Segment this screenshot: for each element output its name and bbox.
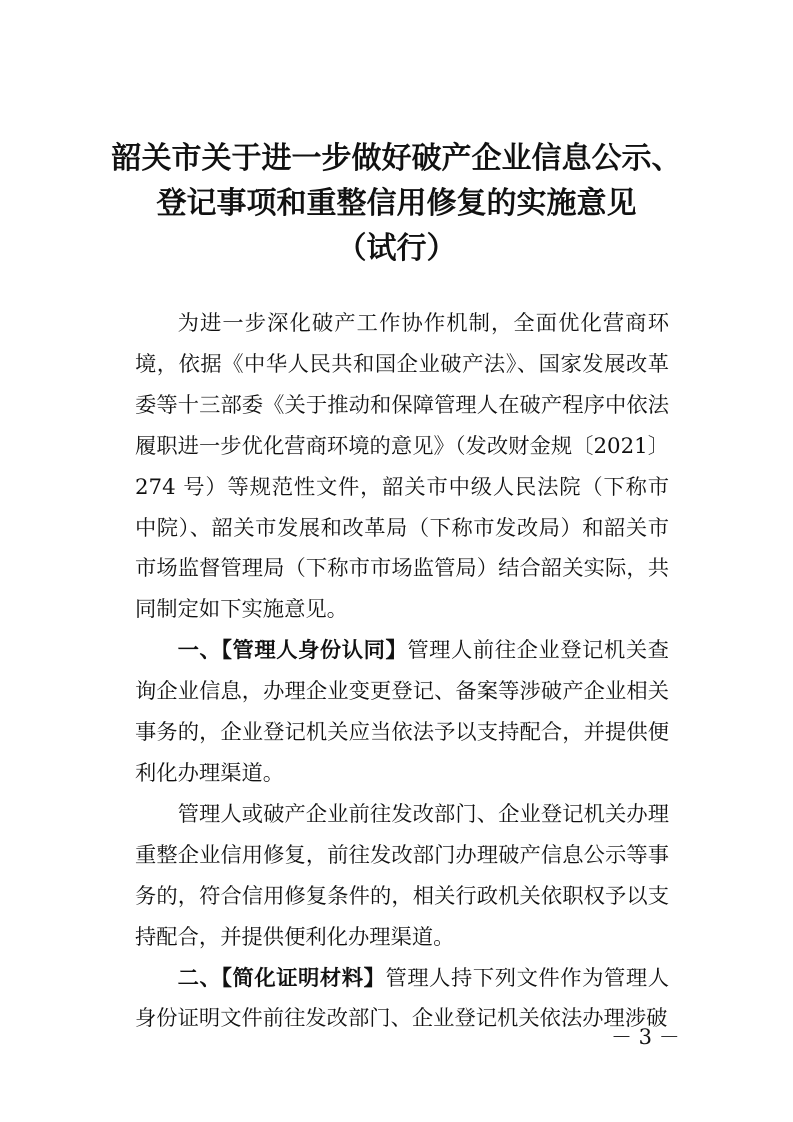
section-heading-simplify: 二、【简化证明材料】	[177, 965, 386, 991]
paragraph-intro: 为进一步深化破产工作协作机制，全面优化营商环境，依据《中华人民共和国企业破产法》、国家发展改革委等十三部委《关于推动和保障管理人在破产程序中依法履职进一步优化营商环境的意见》（发改财金规〔2021〕274 号）等规范性文件，韶关市中级人民法院（下称市中院）、韶关市发展和改革局（下称市发改局）和韶关市市场监督管理局（下称市市场监管局）结合韶关实际，共同制定如下实施意见。	[135, 311, 669, 623]
paragraph-simplify-text: 管理人持下列文件作为管理人身份证明文件前往发改部门、企业登记机关依法办理涉破	[135, 965, 669, 1032]
document-body	[135, 304, 669, 1040]
paragraph-credit-repair: 管理人或破产企业前往发改部门、企业登记机关办理重整企业信用修复，前往发改部门办理破产信息公示等事务的，符合信用修复条件的，相关行政机关依职权予以支持配合，并提供便利化办理渠道。	[135, 801, 669, 950]
paragraph-identity-text: 管理人前往企业登记机关查询企业信息，办理企业变更登记、备案等涉破产企业相关事务的，企业登记机关应当依法予以支持配合，并提供便利化办理渠道。	[135, 638, 669, 786]
title-line-3: （试行）	[336, 231, 457, 266]
section-heading-identity: 一、【管理人身份认同】	[177, 638, 408, 664]
paragraph-simplify	[135, 959, 669, 1041]
paragraph-identity	[135, 631, 669, 795]
title-line-1: 韶关市关于进一步做好破产企业信息公示、	[111, 141, 682, 176]
page-number: － 3 －	[611, 1025, 680, 1049]
title-line-2: 登记事项和重整信用修复的实施意见	[156, 186, 637, 221]
